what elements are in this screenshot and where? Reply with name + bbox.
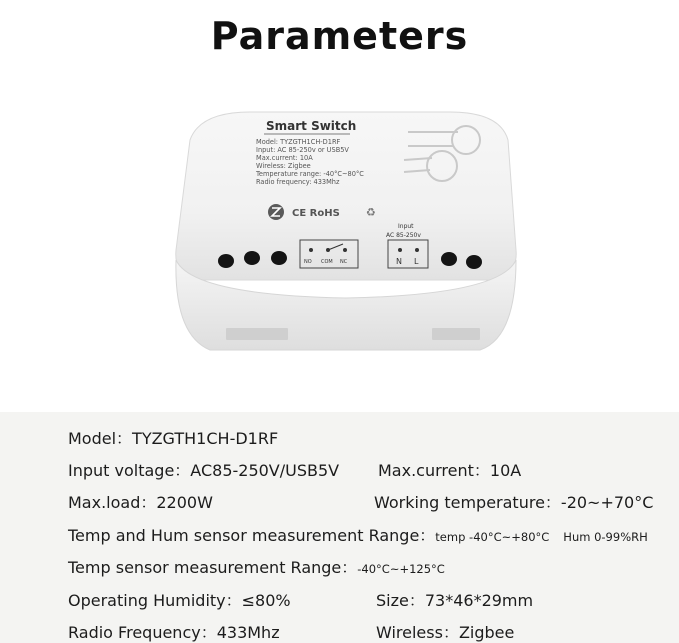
svg-text:Max.current: 10A: Max.current: 10A <box>256 154 313 162</box>
spec-temp-hum-range-temp: temp -40°C~+80°C <box>435 530 550 544</box>
svg-text:NC: NC <box>340 259 348 265</box>
svg-text:NO: NO <box>304 259 312 265</box>
svg-text:N: N <box>396 257 402 266</box>
svg-text:Temperature range: -40°C~80°C: Temperature range: -40°C~80°C <box>256 170 364 178</box>
specifications-panel <box>0 412 679 643</box>
spec-temp-range-label: Temp sensor measurement Range： <box>68 558 358 577</box>
device-name: Smart Switch <box>266 119 357 133</box>
spec-operating-humidity: Operating Humidity：≤80% <box>68 591 291 610</box>
svg-text:Radio frequency: 433Mhz: Radio frequency: 433Mhz <box>256 178 340 186</box>
smart-switch-device-image <box>170 110 520 360</box>
relay-terminal-labels <box>304 259 348 265</box>
spec-temp-hum-range-hum: Hum 0-99%RH <box>563 530 648 544</box>
spec-max-load: Max.load：2200W <box>68 493 213 512</box>
spec-input-voltage: Input voltage：AC85-250V/USB5V <box>68 461 340 480</box>
spec-temp-range-value: -40°C~+125°C <box>357 562 445 576</box>
spec-model: Model：TYZGTH1CH-D1RF <box>68 429 279 448</box>
svg-text:COM: COM <box>321 259 333 265</box>
svg-text:Input: Input <box>398 223 414 230</box>
spec-wireless: Wireless：Zigbee <box>376 623 515 642</box>
spec-temp-hum-range <box>68 523 648 546</box>
spec-working-temperature: Working temperature：-20~+70°C <box>374 493 654 512</box>
spec-temp-hum-range-label: Temp and Hum sensor measurement Range： <box>68 526 436 545</box>
spec-size: Size：73*46*29mm <box>376 591 534 610</box>
svg-text:Model: TYZGTH1CH-D1RF: Model: TYZGTH1CH-D1RF <box>256 138 341 146</box>
svg-text:CE RoHS: CE RoHS <box>292 208 340 219</box>
page-title: Parameters <box>210 14 469 58</box>
spec-radio-frequency: Radio Frequency：433Mhz <box>68 623 280 642</box>
svg-text:AC 85-250v: AC 85-250v <box>386 232 421 239</box>
svg-text:Wireless: Zigbee: Wireless: Zigbee <box>256 162 311 170</box>
svg-text:L: L <box>414 257 419 266</box>
svg-text:Input: AC 85-250v or USB5V: Input: AC 85-250v or USB5V <box>256 146 349 154</box>
spec-temp-range <box>68 555 445 578</box>
spec-max-current: Max.current：10A <box>378 461 522 480</box>
svg-text:♻: ♻ <box>366 206 376 219</box>
